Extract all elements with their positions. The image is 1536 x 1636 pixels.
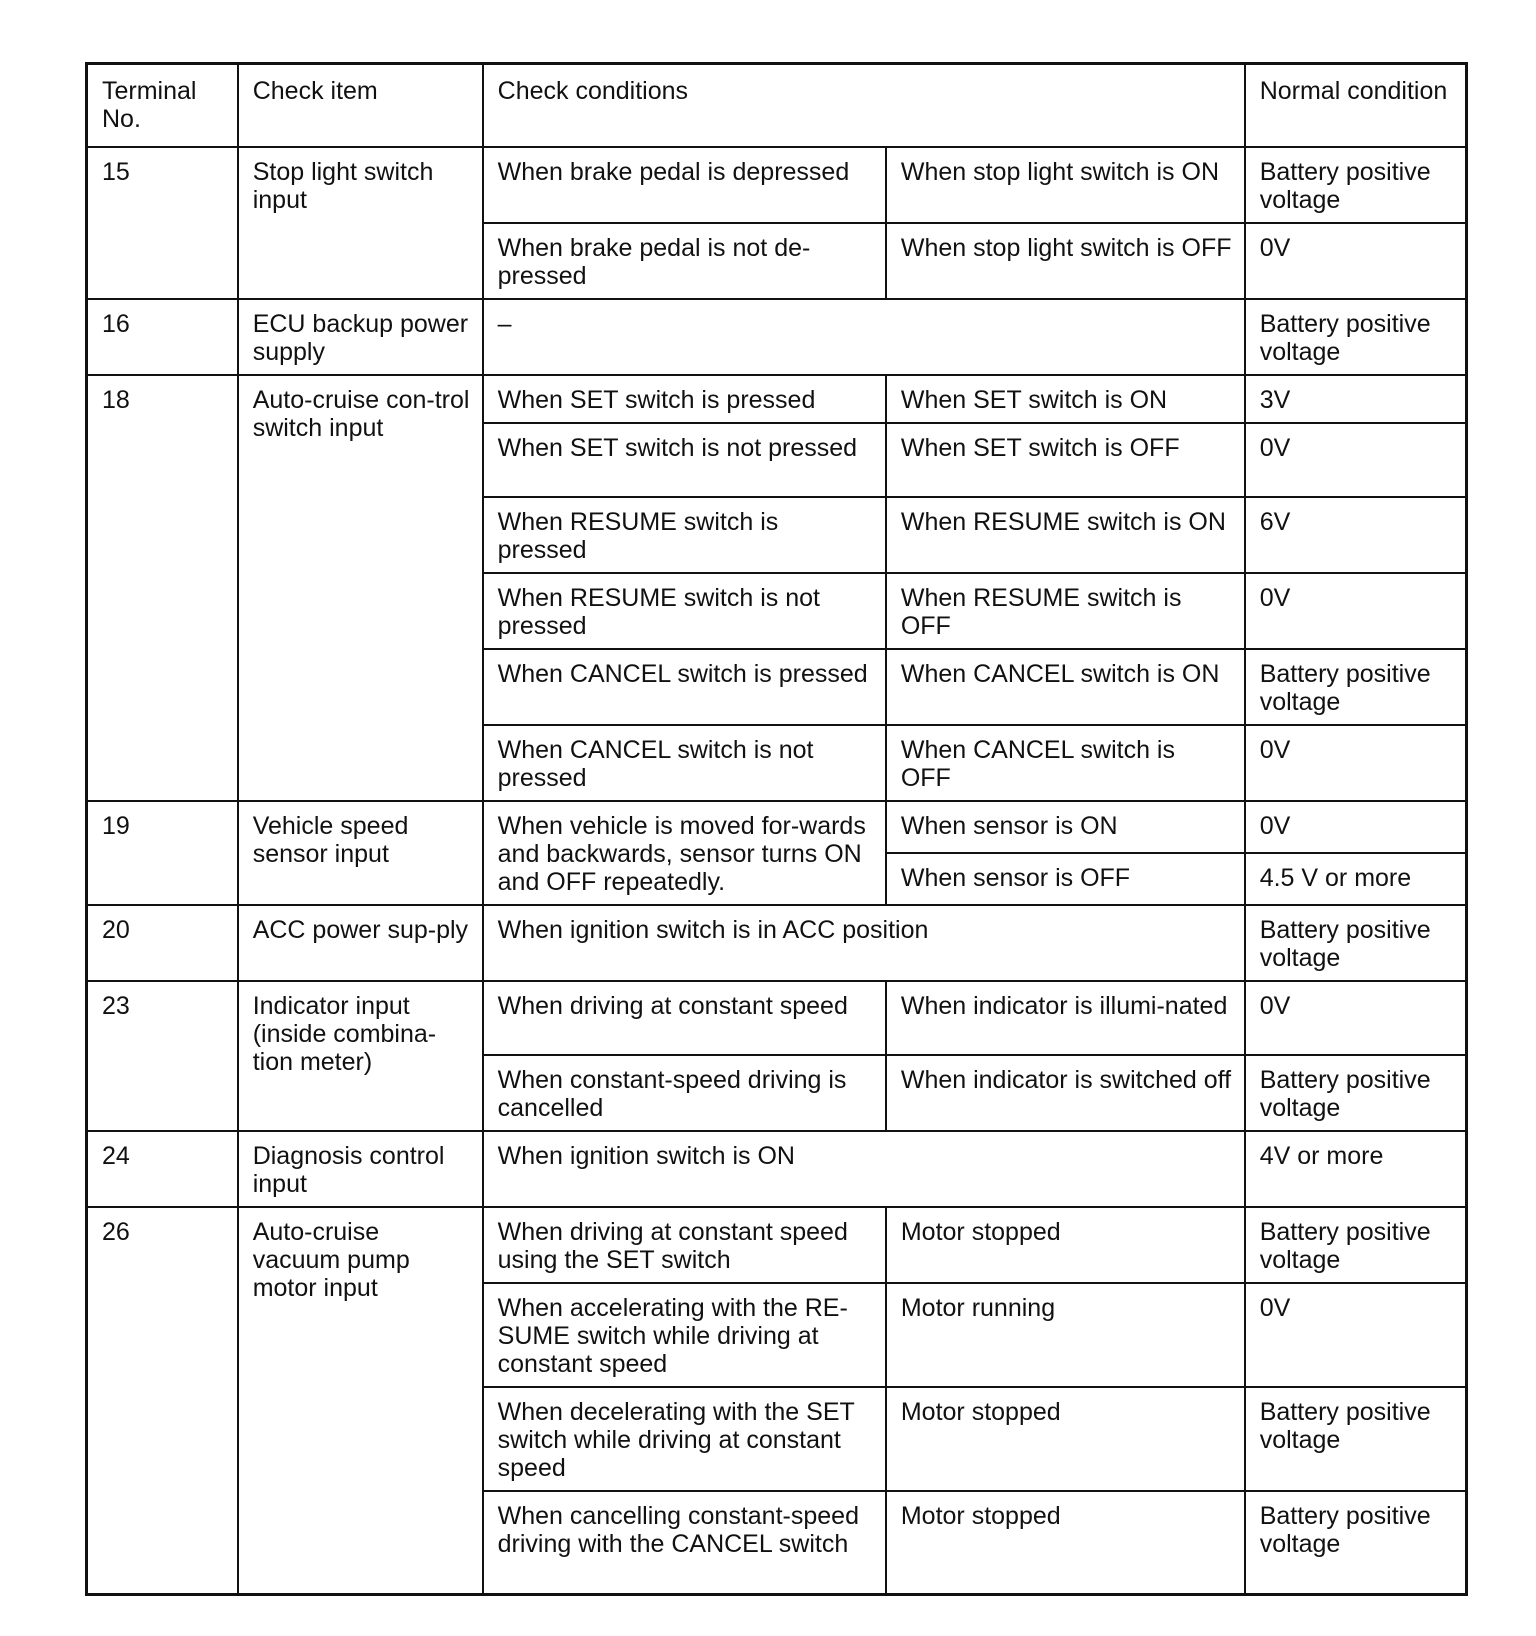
check-condition-state: When sensor is OFF bbox=[886, 853, 1245, 905]
check-condition: When RESUME switch is pressed bbox=[483, 497, 886, 573]
check-condition: When SET switch is pressed bbox=[483, 375, 886, 423]
terminal-no: 26 bbox=[87, 1207, 238, 1595]
check-item: ECU backup power supply bbox=[238, 299, 483, 375]
normal-condition: Battery positive voltage bbox=[1245, 1055, 1467, 1131]
normal-condition: 4.5 V or more bbox=[1245, 853, 1467, 905]
check-item: Auto-cruise con-trol switch input bbox=[238, 375, 483, 801]
check-condition-state: When RESUME switch is OFF bbox=[886, 573, 1245, 649]
check-condition-state: Motor running bbox=[886, 1283, 1245, 1387]
table-row bbox=[87, 981, 1467, 1055]
normal-condition: Battery positive voltage bbox=[1245, 649, 1467, 725]
check-condition: When RESUME switch is not pressed bbox=[483, 573, 886, 649]
table-header-row bbox=[87, 64, 1467, 147]
table-row bbox=[87, 801, 1467, 853]
table-row bbox=[87, 1131, 1467, 1207]
normal-condition: Battery positive voltage bbox=[1245, 147, 1467, 223]
check-condition-state: Motor stopped bbox=[886, 1207, 1245, 1283]
terminal-no: 20 bbox=[87, 905, 238, 981]
check-condition-state: When SET switch is ON bbox=[886, 375, 1245, 423]
check-condition-state: Motor stopped bbox=[886, 1387, 1245, 1491]
check-condition: When driving at constant speed using the SET switch bbox=[483, 1207, 886, 1283]
check-condition: When decelerating with the SET switch while driving at constant speed bbox=[483, 1387, 886, 1491]
header-check-conditions: Check conditions bbox=[483, 64, 1245, 147]
normal-condition: Battery positive voltage bbox=[1245, 1387, 1467, 1491]
table-row bbox=[87, 299, 1467, 375]
normal-condition: Battery positive voltage bbox=[1245, 905, 1467, 981]
normal-condition: 3V bbox=[1245, 375, 1467, 423]
check-condition-state: When sensor is ON bbox=[886, 801, 1245, 853]
terminal-no: 15 bbox=[87, 147, 238, 299]
normal-condition: 0V bbox=[1245, 981, 1467, 1055]
header-check-item: Check item bbox=[238, 64, 483, 147]
check-item: Auto-cruise vacuum pump motor input bbox=[238, 1207, 483, 1595]
normal-condition: Battery positive voltage bbox=[1245, 299, 1467, 375]
normal-condition: 0V bbox=[1245, 725, 1467, 801]
terminal-no: 18 bbox=[87, 375, 238, 801]
terminal-no: 16 bbox=[87, 299, 238, 375]
check-condition: When driving at constant speed bbox=[483, 981, 886, 1055]
table-row bbox=[87, 147, 1467, 223]
check-condition: When constant-speed driving is cancelled bbox=[483, 1055, 886, 1131]
normal-condition: Battery positive voltage bbox=[1245, 1207, 1467, 1283]
check-condition-state: When indicator is illumi-nated bbox=[886, 981, 1245, 1055]
header-normal-condition: Normal condition bbox=[1245, 64, 1467, 147]
check-condition: When CANCEL switch is not pressed bbox=[483, 725, 886, 801]
check-condition: When vehicle is moved for-wards and backwards, sensor turns ON and OFF repeatedly. bbox=[483, 801, 886, 905]
check-condition-state: When stop light switch is OFF bbox=[886, 223, 1245, 299]
check-condition-state: When indicator is switched off bbox=[886, 1055, 1245, 1131]
terminal-check-table bbox=[85, 62, 1468, 1596]
check-condition: When accelerating with the RE-SUME switch while driving at constant speed bbox=[483, 1283, 886, 1387]
check-item: Vehicle speed sensor input bbox=[238, 801, 483, 905]
check-condition: When SET switch is not pressed bbox=[483, 423, 886, 497]
normal-condition: 0V bbox=[1245, 573, 1467, 649]
normal-condition: 0V bbox=[1245, 1283, 1467, 1387]
check-condition-state: When RESUME switch is ON bbox=[886, 497, 1245, 573]
normal-condition: 0V bbox=[1245, 223, 1467, 299]
check-item: ACC power sup-ply bbox=[238, 905, 483, 981]
check-condition-state: When SET switch is OFF bbox=[886, 423, 1245, 497]
normal-condition: 6V bbox=[1245, 497, 1467, 573]
header-terminal-no: Terminal No. bbox=[87, 64, 238, 147]
check-item: Indicator input (inside combina-tion meter) bbox=[238, 981, 483, 1131]
check-condition: When brake pedal is depressed bbox=[483, 147, 886, 223]
check-condition-state: Motor stopped bbox=[886, 1491, 1245, 1595]
check-condition: – bbox=[483, 299, 1245, 375]
check-item: Diagnosis control input bbox=[238, 1131, 483, 1207]
check-condition-state: When stop light switch is ON bbox=[886, 147, 1245, 223]
check-condition: When ignition switch is in ACC position bbox=[483, 905, 1245, 981]
check-condition: When CANCEL switch is pressed bbox=[483, 649, 886, 725]
table-row bbox=[87, 905, 1467, 981]
table-row bbox=[87, 1207, 1467, 1283]
check-item: Stop light switch input bbox=[238, 147, 483, 299]
normal-condition: 0V bbox=[1245, 801, 1467, 853]
normal-condition: 4V or more bbox=[1245, 1131, 1467, 1207]
check-condition-state: When CANCEL switch is OFF bbox=[886, 725, 1245, 801]
normal-condition: 0V bbox=[1245, 423, 1467, 497]
check-condition: When cancelling constant-speed driving with the CANCEL switch bbox=[483, 1491, 886, 1595]
check-condition: When brake pedal is not de-pressed bbox=[483, 223, 886, 299]
normal-condition: Battery positive voltage bbox=[1245, 1491, 1467, 1595]
check-condition: When ignition switch is ON bbox=[483, 1131, 1245, 1207]
terminal-no: 23 bbox=[87, 981, 238, 1131]
check-condition-state: When CANCEL switch is ON bbox=[886, 649, 1245, 725]
terminal-no: 24 bbox=[87, 1131, 238, 1207]
table-row bbox=[87, 375, 1467, 423]
terminal-no: 19 bbox=[87, 801, 238, 905]
